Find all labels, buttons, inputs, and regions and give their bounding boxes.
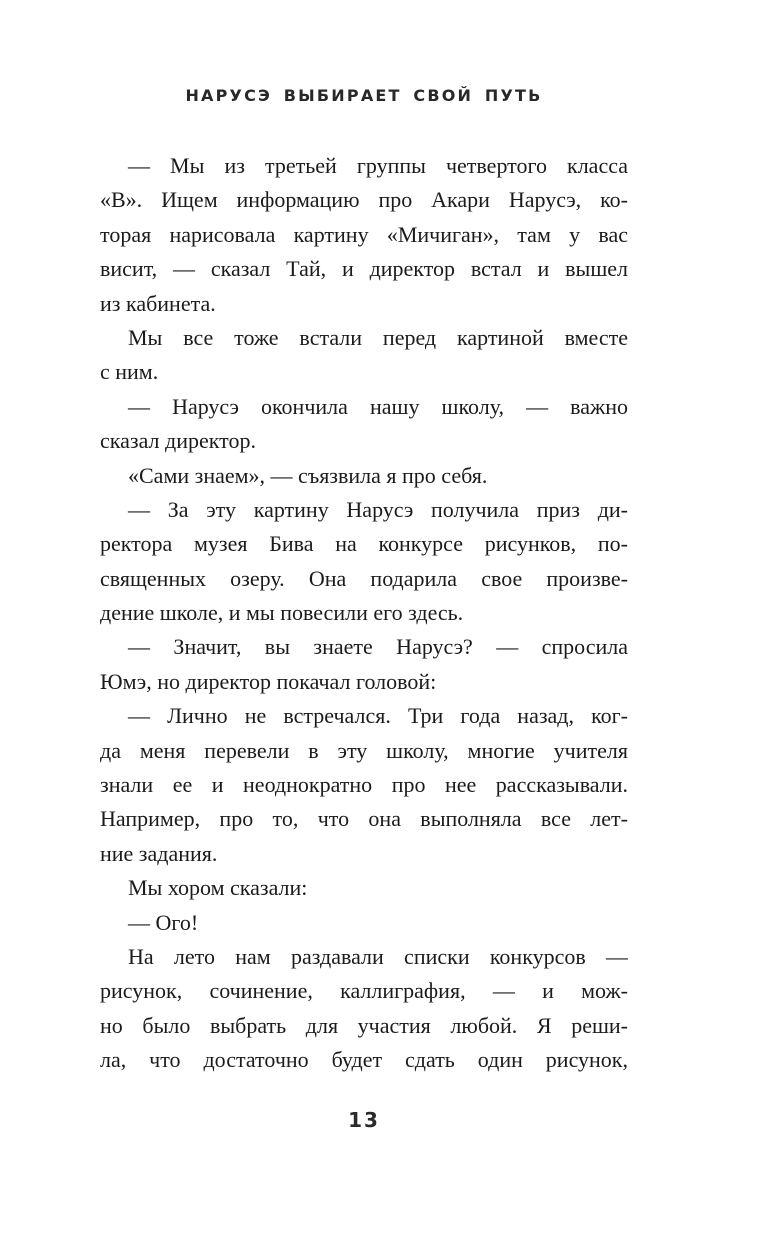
text-line: висит, — сказал Тай, и директор встал и вышел <box>100 256 628 282</box>
text-line: с ним. <box>100 359 159 385</box>
paragraph <box>100 321 628 390</box>
text-line: ректора музея Бива на конкурсе рисунков, по- <box>100 531 628 557</box>
page-text <box>100 149 628 1078</box>
paragraph <box>100 493 628 631</box>
paragraph <box>100 630 628 699</box>
text-line: дение школе, и мы повесили его здесь. <box>100 600 464 626</box>
page-number: 13 <box>348 1108 380 1132</box>
paragraph <box>100 390 628 459</box>
text-line: Например, про то, что она выполняла все лет- <box>100 806 628 832</box>
text-line: священных озеру. Она подарила свое произве- <box>100 565 628 591</box>
text-line: «Сами знаем», — съязвила я про себя. <box>128 462 488 488</box>
text-line: На лето нам раздавали списки конкурсов — <box>128 943 628 969</box>
paragraph <box>100 906 628 940</box>
text-line: сказал директор. <box>100 428 256 454</box>
paragraph <box>100 699 628 871</box>
running-header: НАРУСЭ ВЫБИРАЕТ СВОЙ ПУТЬ <box>185 86 543 105</box>
text-line: Мы все тоже встали перед картиной вместе <box>128 324 628 350</box>
paragraph <box>100 871 628 905</box>
paragraph <box>100 459 628 493</box>
text-line: Мы хором сказали: <box>128 875 308 901</box>
paragraph <box>100 940 628 1078</box>
text-line: — Нарусэ окончила нашу школу, — важно <box>128 393 628 419</box>
text-line: — Лично не встречался. Три года назад, ког- <box>128 703 628 729</box>
text-line: — Значит, вы знаете Нарусэ? — спросила <box>128 634 628 660</box>
text-line: из кабинета. <box>100 290 216 316</box>
text-line: — Ого! <box>128 909 199 935</box>
text-line: Юмэ, но директор покачал головой: <box>100 668 437 694</box>
text-line: торая нарисовала картину «Мичиган», там у вас <box>100 221 628 247</box>
text-line: рисунок, сочинение, каллиграфия, — и мож- <box>100 978 628 1004</box>
text-line: да меня перевели в эту школу, многие учителя <box>100 737 628 763</box>
text-line: «В». Ищем информацию про Акари Нарусэ, ко- <box>100 187 628 213</box>
text-line: знали ее и неоднократно про нее рассказывали. <box>100 772 628 798</box>
text-line: ла, что достаточно будет сдать один рисунок, <box>100 1047 628 1073</box>
text-line: — За эту картину Нарусэ получила приз ди- <box>128 496 628 522</box>
text-line: но было выбрать для участия любой. Я реши- <box>100 1012 628 1038</box>
text-line: — Мы из третьей группы четвертого класса <box>128 153 628 178</box>
paragraph <box>100 149 628 321</box>
text-line: ние задания. <box>100 840 218 866</box>
